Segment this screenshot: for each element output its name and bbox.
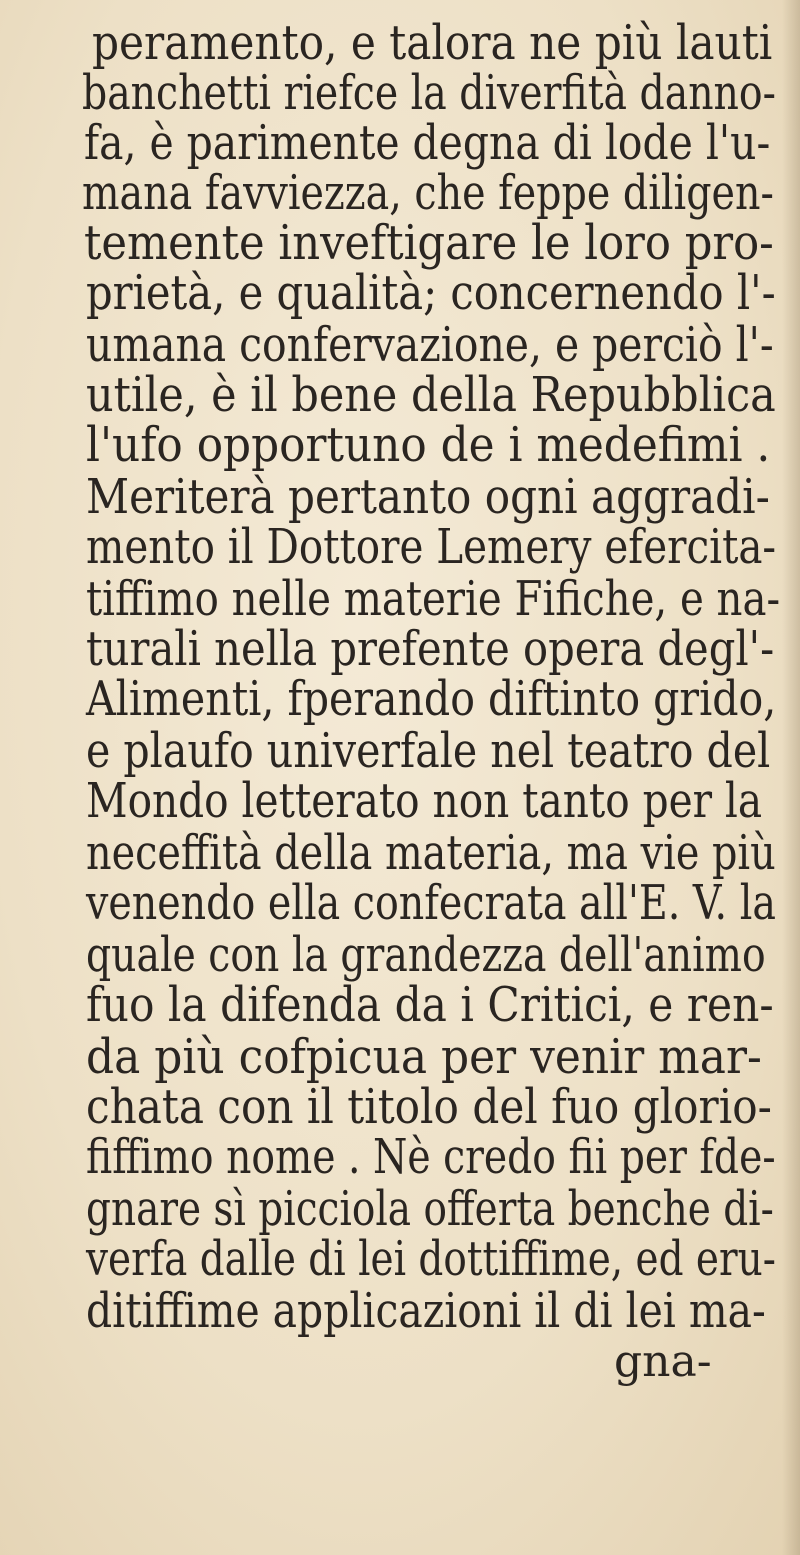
text-line: tiffimo nelle materie Fifiche, e na-: [86, 571, 781, 627]
text-line: prietà, e qualità; concernendo l'-: [86, 265, 776, 321]
page-edge-shadow: [782, 0, 800, 1555]
text-line: umana confervazione, e perciò l'-: [86, 317, 774, 373]
text-line: chata con il titolo del fuo glorio-: [86, 1079, 772, 1135]
text-line: da più cofpicua per venir mar-: [86, 1029, 762, 1085]
text-line: utile, è il bene della Repubblica: [86, 367, 776, 423]
text-line: Meriterà pertanto ogni aggradi-: [86, 469, 770, 525]
text-line: peramento, e talora ne più lauti: [92, 15, 773, 71]
text-line: fiffimo nome . Nè credo fii per fde-: [86, 1129, 776, 1185]
text-line: mana favviezza, che feppe diligen-: [82, 165, 774, 221]
text-line: verfa dalle di lei dottiffime, ed eru-: [86, 1231, 776, 1287]
text-line: banchetti riefce la diverfità danno-: [82, 65, 776, 121]
text-line: e plaufo univerfale nel teatro del: [86, 723, 771, 779]
text-line: Mondo letterato non tanto per la: [86, 773, 763, 829]
text-line: temente inveftigare le loro pro-: [84, 215, 774, 271]
catchword: gna-: [614, 1336, 712, 1387]
text-line: l'ufo opportuno de i medefimi .: [86, 417, 771, 473]
text-line: neceffità della materia, ma vie più: [86, 825, 776, 881]
text-line: turali nella prefente opera degl'-: [86, 621, 775, 677]
text-line: quale con la grandezza dell'animo: [86, 927, 766, 983]
text-line: mento il Dottore Lemery efercita-: [86, 519, 777, 575]
text-line: fa, è parimente degna di lode l'u-: [84, 115, 771, 171]
text-line: ditiffime applicazioni il di lei ma-: [86, 1283, 766, 1339]
text-line: gnare sì picciola offerta benche di-: [86, 1181, 774, 1237]
text-line: Alimenti, fperando diftinto grido,: [86, 671, 777, 727]
text-line: venendo ella confecrata all'E. V. la: [86, 875, 776, 931]
text-line: fuo la difenda da i Critici, e ren-: [86, 977, 774, 1033]
